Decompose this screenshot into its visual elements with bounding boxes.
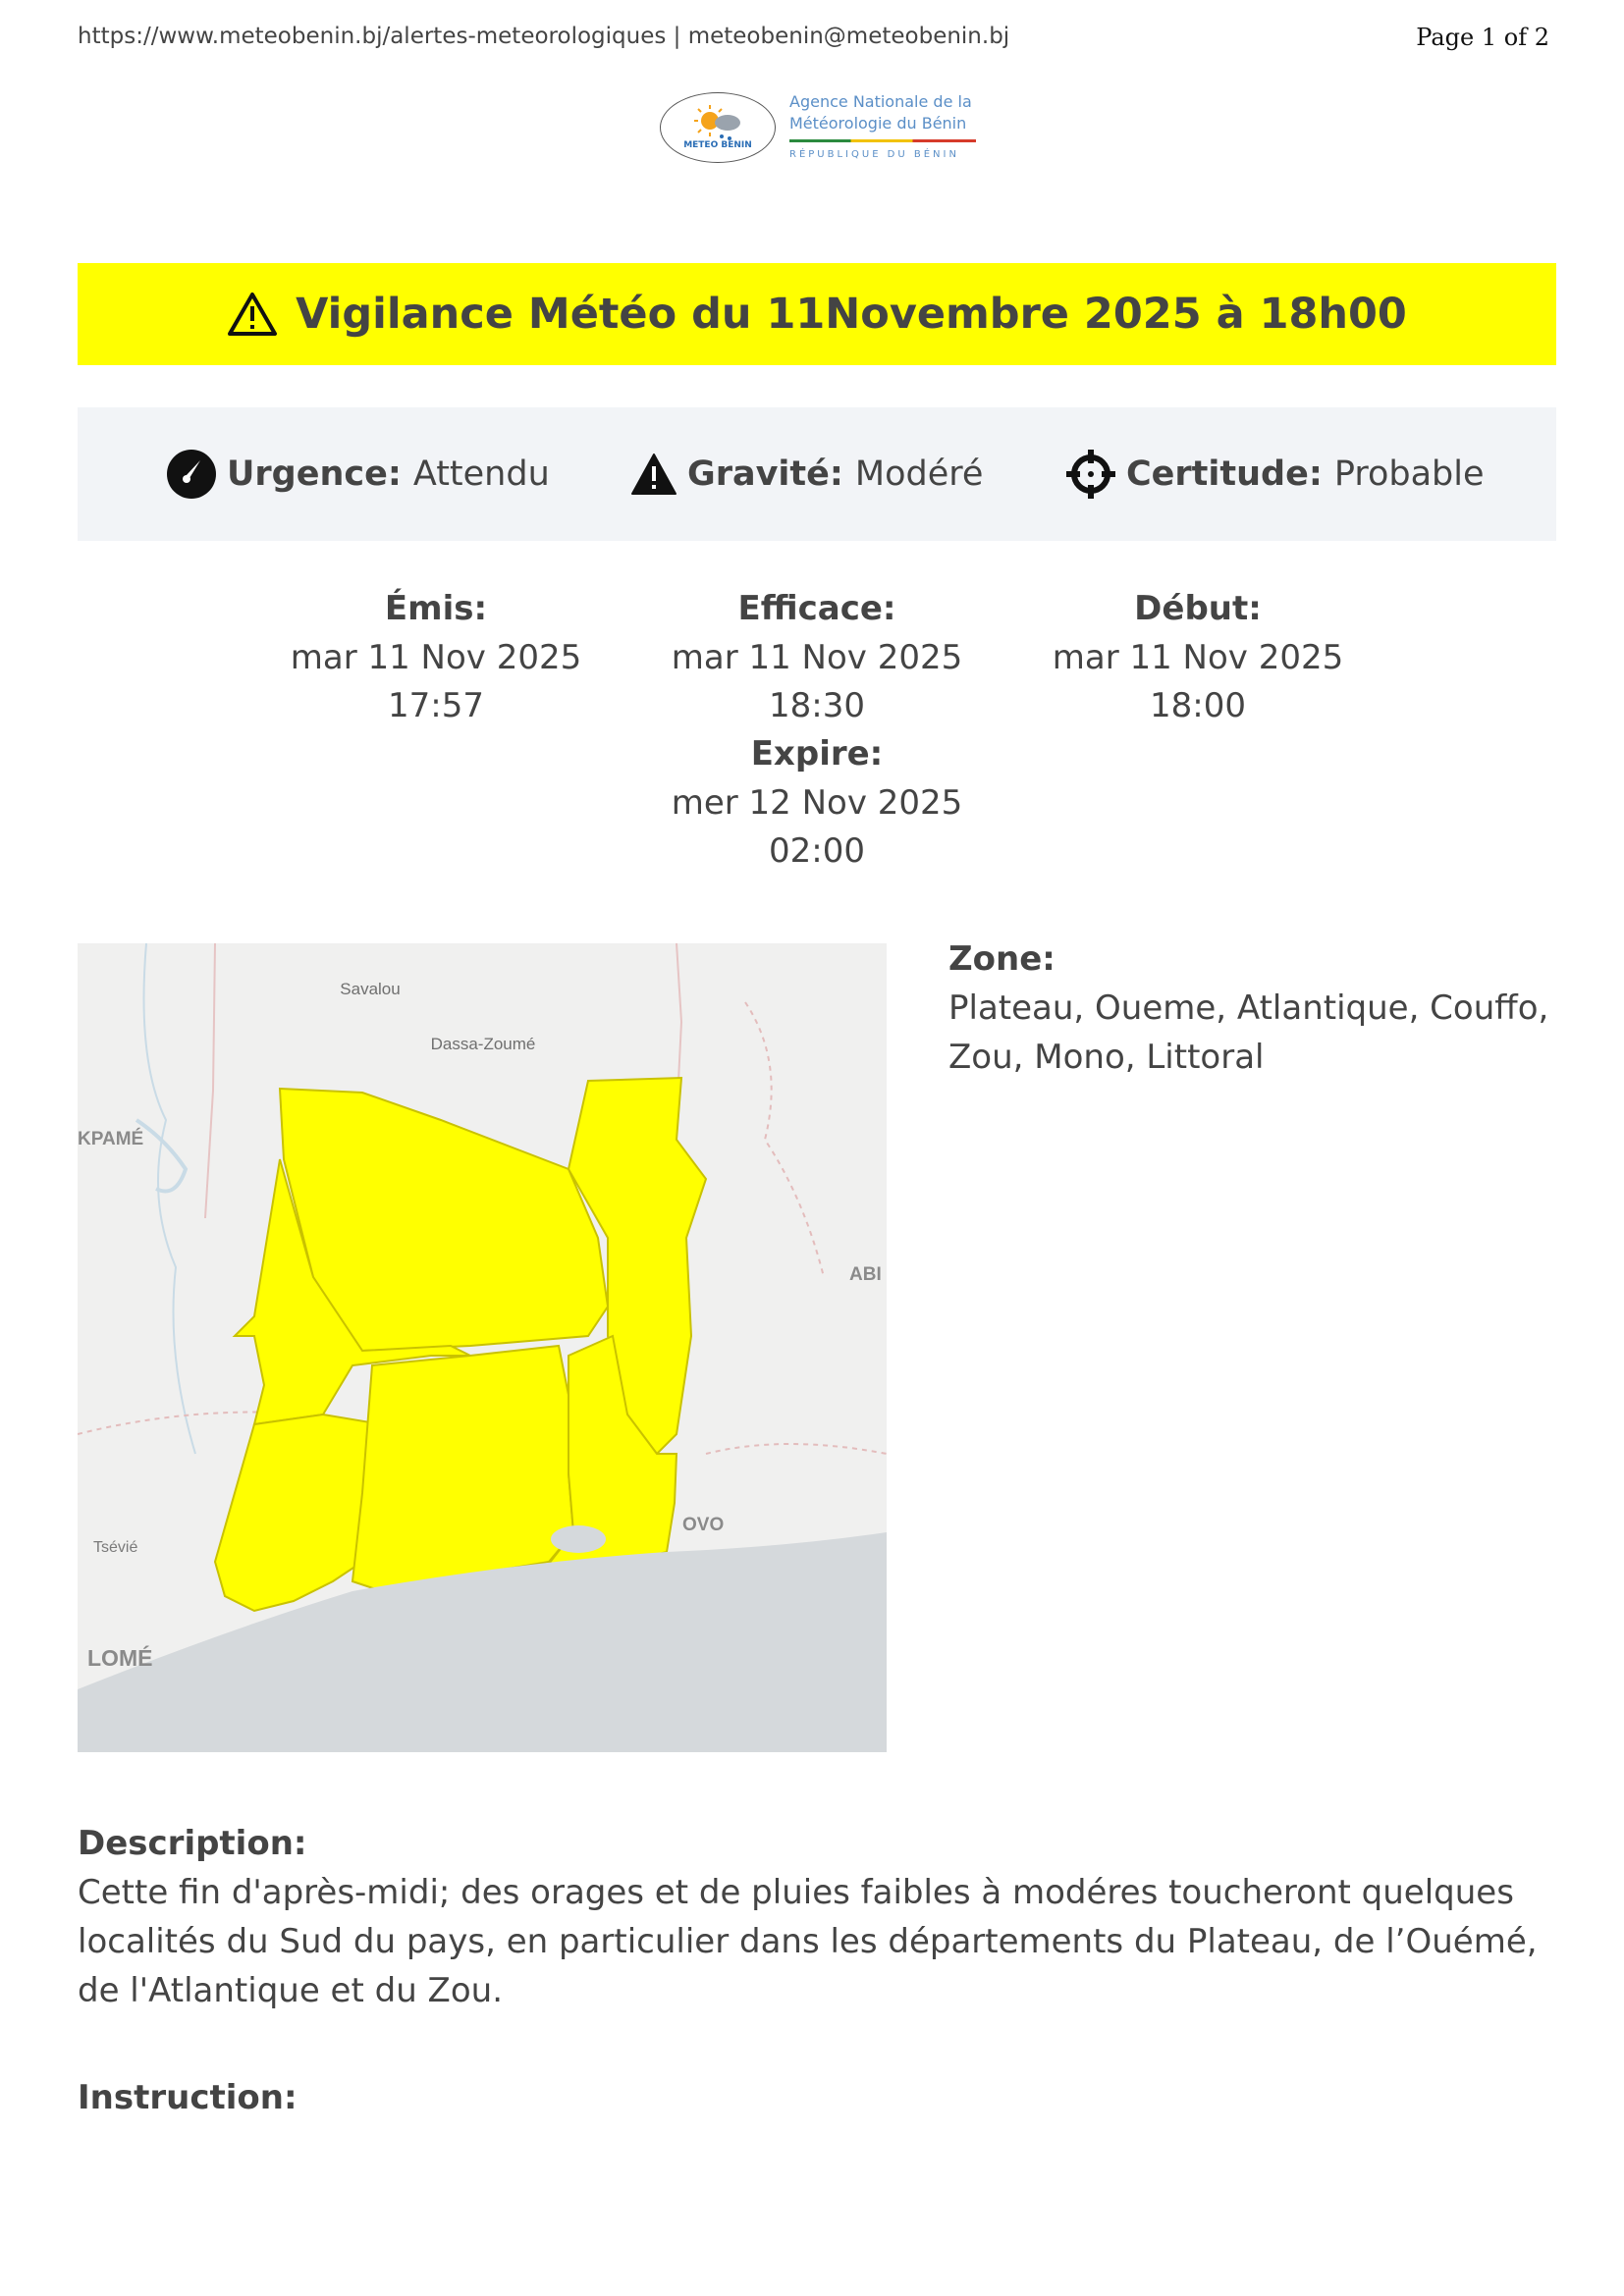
zone-label: Zone: [948,939,1056,979]
certainty-label: Certitude: [1126,454,1323,494]
severity-label: Gravité: [687,454,843,494]
map-label-abi: ABI [849,1264,882,1285]
logo-badge [660,92,776,163]
sun-cloud-icon [690,103,745,144]
page-number: Page 1 of 2 [1416,24,1549,51]
zone-value: Plateau, Oueme, Atlantique, Couffo, Zou, Mono, Littoral [948,988,1549,1077]
effective-date: mar 11 Nov 2025 [671,638,963,677]
map-label-dassa-zoume: Dassa-Zoumé [430,1035,536,1053]
urgency-value: Attendu [412,454,550,494]
certainty-item [1065,407,1485,541]
description-section [78,1819,1556,2015]
alert-map [78,943,887,1752]
certainty-value: Probable [1333,454,1485,494]
source-url-line: https://www.meteobenin.bj/alertes-meteorologiques | meteobenin@meteobenin.bj [78,24,1010,49]
map-label-tsevie: Tsévié [93,1539,138,1556]
logo-line-1: Agence Nationale de la [789,92,972,111]
onset-block [1051,584,1345,729]
warning-triangle-icon [227,292,278,337]
description-label: Description: [78,1824,307,1863]
onset-label: Début: [1134,589,1262,628]
onset-time: 18:00 [1150,686,1246,725]
issued-date: mar 11 Nov 2025 [290,638,582,677]
map-label-lome: LOMÉ [87,1645,153,1671]
effective-label: Efficace: [737,589,896,628]
expires-date: mer 12 Nov 2025 [671,783,963,823]
warning-icon [630,453,677,496]
urgency-item [166,407,550,541]
crosshair-icon [1065,449,1116,500]
gauge-icon [166,449,217,500]
map-label-kpame: KPAMÉ [78,1129,144,1149]
effective-block [670,584,964,875]
logo-flag-stripe [789,139,976,142]
logo-line-3: RÉPUBLIQUE DU BÉNIN [789,149,959,160]
zone-section [948,934,1557,1082]
alert-map-svg [78,943,887,1752]
severity-value: Modéré [854,454,984,494]
alert-banner [78,263,1556,365]
map-label-ovo: OVO [682,1515,725,1535]
onset-date: mar 11 Nov 2025 [1052,638,1344,677]
logo-line-2: Météorologie du Bénin [789,114,967,133]
expires-label: Expire: [750,734,884,774]
meteo-benin-logo [660,90,984,169]
map-label-savalou: Savalou [340,980,401,998]
issued-time: 17:57 [388,686,484,725]
description-text: Cette fin d'après-midi; des orages et de pluies faibles à modéres toucheront quelques localités du Sud du pays, en particulier dans les départements du Plateau, de l’Ouémé, de l'Atlantique et du Zou. [78,1873,1538,2010]
alert-info-box [78,407,1556,541]
expires-time: 02:00 [769,831,865,871]
instruction-label: Instruction: [78,2078,298,2117]
map-zone-atlantique [352,1346,573,1591]
issued-label: Émis: [384,589,488,628]
effective-time: 18:30 [769,686,865,725]
severity-item [630,407,983,541]
urgency-label: Urgence: [227,454,402,494]
alert-title: Vigilance Météo du 11Novembre 2025 à 18h00 [296,290,1407,339]
logo-badge-text: METEO BENIN [683,140,752,150]
issued-block [289,584,583,729]
